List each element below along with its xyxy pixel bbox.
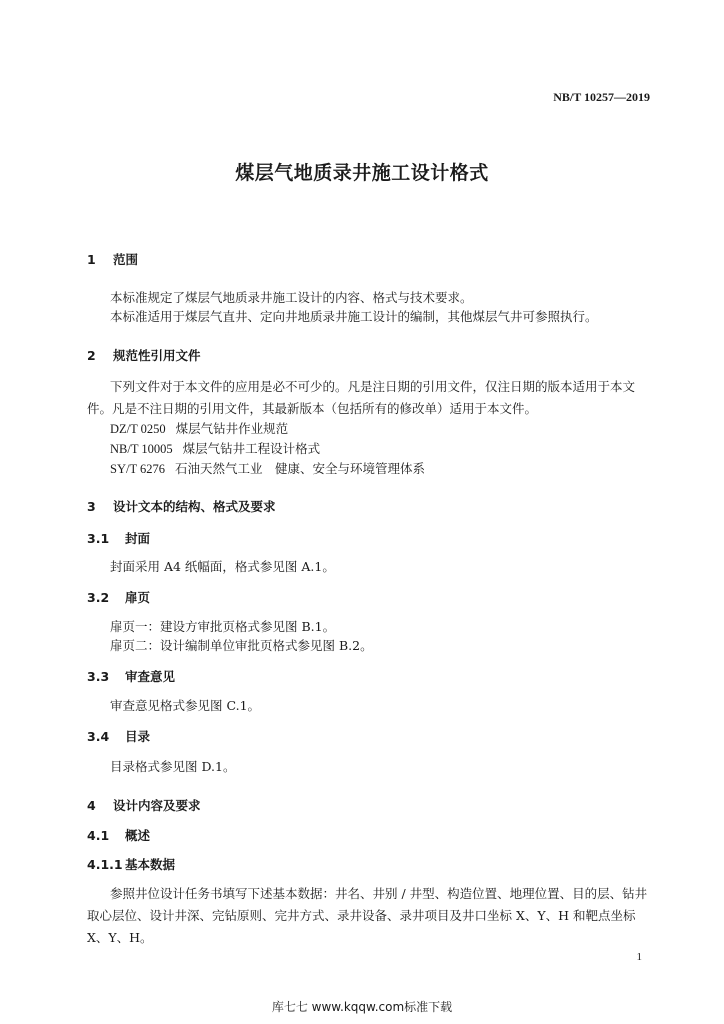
section-2-intro [87, 376, 655, 420]
reference-item [110, 419, 288, 437]
subsection-title: 审查意见 [125, 669, 176, 684]
subsection-3-1-heading [87, 529, 150, 547]
subsection-title: 概述 [125, 828, 151, 843]
document-title: 煤层气地质录井施工设计格式 [235, 162, 489, 184]
subsection-number: 4.1.1 [87, 857, 123, 872]
reference-item [110, 459, 425, 477]
section-number: 4 [87, 798, 96, 813]
subsection-4-1-1-heading [87, 855, 175, 873]
section-title: 范围 [113, 252, 139, 267]
subsection-4-1-heading [87, 826, 150, 844]
section-4-heading [87, 796, 201, 814]
subsection-4-1-1-paragraph [87, 883, 655, 949]
section-number: 2 [87, 348, 96, 363]
subsection-3-3-heading [87, 667, 175, 685]
subsection-3-2-heading [87, 588, 150, 606]
subsection-3-1-paragraph: 封面采用 A4 纸幅面，格式参见图 A.1。 [110, 559, 335, 574]
reference-title: 煤层气钻井工程设计格式 [182, 441, 321, 456]
reference-item [110, 439, 320, 457]
subsection-3-2-paragraph-1: 扉页一：建设方审批页格式参见图 B.1。 [110, 619, 336, 634]
subsection-3-3-paragraph: 审查意见格式参见图 C.1。 [110, 698, 261, 713]
reference-title: 石油天然气工业 健康、安全与环境管理体系 [175, 461, 426, 476]
section-title: 规范性引用文件 [113, 348, 201, 363]
reference-code: DZ/T 0250 [110, 422, 166, 436]
reference-code: SY/T 6276 [110, 462, 165, 476]
standard-number: NB/T 10257—2019 [553, 90, 650, 104]
subsection-number: 3.2 [87, 590, 110, 605]
reference-code: NB/T 10005 [110, 442, 173, 456]
section-1-paragraph-1: 本标准规定了煤层气地质录井施工设计的内容、格式与技术要求。 [110, 290, 473, 305]
section-1-heading [87, 250, 138, 268]
subsection-3-2-paragraph-2: 扉页二：设计编制单位审批页格式参见图 B.2。 [110, 638, 373, 653]
subsection-title: 目录 [125, 729, 151, 744]
subsection-3-4-heading [87, 727, 150, 745]
footer-watermark: 库七七 www.kqqw.com标准下载 [271, 1000, 453, 1014]
section-1-paragraph-2: 本标准适用于煤层气直井、定向井地质录井施工设计的编制，其他煤层气井可参照执行。 [110, 309, 598, 324]
subsection-title: 扉页 [125, 590, 151, 605]
section-number: 1 [87, 252, 96, 267]
subsection-3-4-paragraph: 目录格式参见图 D.1。 [110, 759, 236, 774]
section-title: 设计内容及要求 [113, 798, 201, 813]
subsection-title: 封面 [125, 531, 151, 546]
section-3-heading [87, 497, 276, 515]
subsection-number: 3.3 [87, 669, 110, 684]
subsection-title: 基本数据 [125, 857, 176, 872]
section-2-intro-text: 下列文件对于本文件的应用是必不可少的。凡是注日期的引用文件，仅注日期的版本适用于本文件。凡是不注日期的引用文件，其最新版本（包括所有的修改单）适用于本文件。 [87, 379, 636, 416]
subsection-number: 3.4 [87, 729, 110, 744]
subsection-4-1-1-text: 参照井位设计任务书填写下述基本数据：井名、井别 / 井型、构造位置、地理位置、目的层、钻井取心层位、设计井深、完钻原则、完井方式、录井设备、录井项目及井口坐标 X、Y、H 和靶点坐标 X、Y、H。 [87, 886, 648, 945]
page-number: 1 [636, 951, 642, 963]
section-title: 设计文本的结构、格式及要求 [113, 499, 276, 514]
subsection-number: 4.1 [87, 828, 110, 843]
subsection-number: 3.1 [87, 531, 110, 546]
reference-title: 煤层气钻井作业规范 [175, 421, 289, 436]
section-number: 3 [87, 499, 96, 514]
section-2-heading [87, 346, 201, 364]
